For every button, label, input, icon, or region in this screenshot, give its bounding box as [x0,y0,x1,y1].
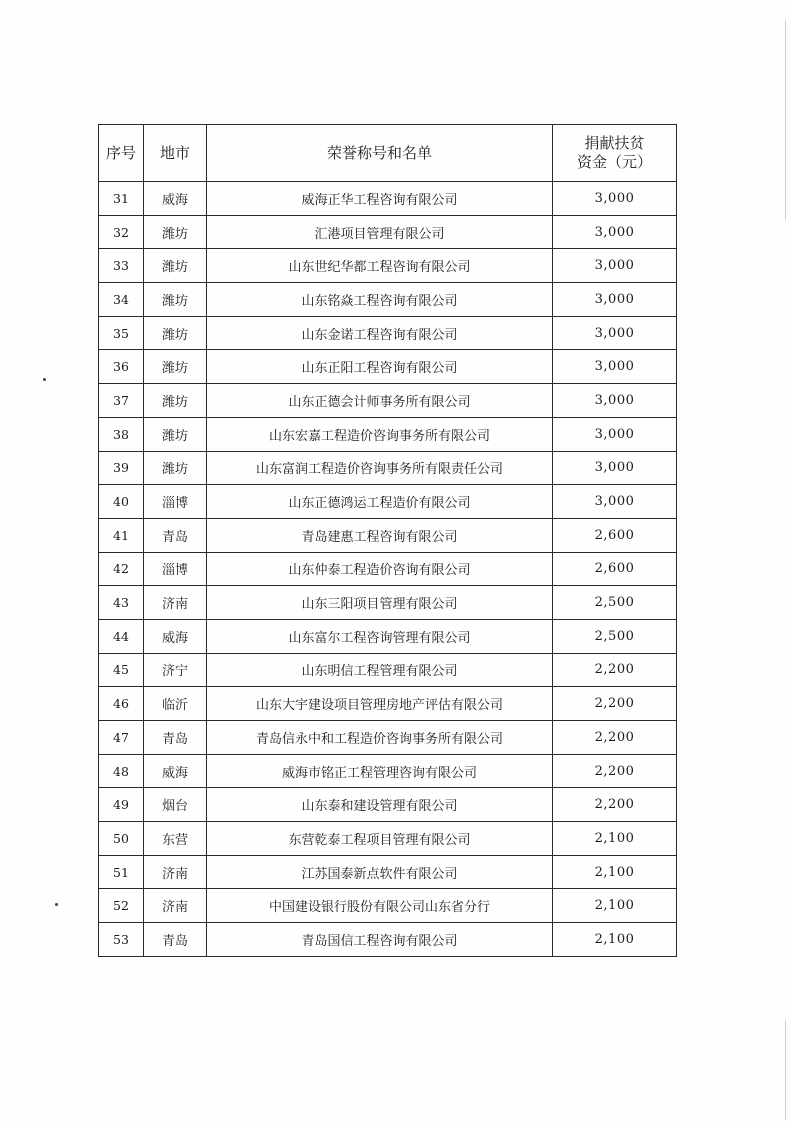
row-honoree-name: 江苏国泰新点软件有限公司 [207,855,553,889]
row-donation-amount: 2,500 [553,586,677,620]
row-donation-amount: 3,000 [553,451,677,485]
header-honoree-name: 荣誉称号和名单 [207,125,553,182]
table-row [99,249,677,283]
row-serial-number: 53 [99,923,144,957]
row-honoree-name: 山东正德会计师事务所有限公司 [207,384,553,418]
row-serial-number: 51 [99,855,144,889]
row-honoree-name: 山东大宇建设项目管理房地产评估有限公司 [207,687,553,721]
row-honoree-name: 山东宏嘉工程造价咨询事务所有限公司 [207,417,553,451]
row-honoree-name: 青岛建惠工程咨询有限公司 [207,518,553,552]
row-serial-number: 35 [99,316,144,350]
row-serial-number: 41 [99,518,144,552]
row-serial-number: 44 [99,619,144,653]
header-donation-amount-line2: 资金（元） [576,153,652,171]
row-serial-number: 32 [99,215,144,249]
row-honoree-name: 山东正阳工程咨询有限公司 [207,350,553,384]
row-serial-number: 37 [99,384,144,418]
table-row [99,923,677,957]
row-honoree-name: 山东正德鸿运工程造价有限公司 [207,485,553,519]
row-honoree-name: 山东明信工程管理有限公司 [207,653,553,687]
row-honoree-name: 威海正华工程咨询有限公司 [207,182,553,216]
table-row [99,215,677,249]
row-city: 济南 [144,889,207,923]
row-serial-number: 46 [99,687,144,721]
row-serial-number: 40 [99,485,144,519]
row-city: 烟台 [144,788,207,822]
table-row [99,552,677,586]
row-honoree-name: 山东三阳项目管理有限公司 [207,586,553,620]
row-donation-amount: 2,500 [553,619,677,653]
row-honoree-name: 汇港项目管理有限公司 [207,215,553,249]
table-row [99,417,677,451]
row-donation-amount: 3,000 [553,182,677,216]
row-serial-number: 47 [99,721,144,755]
row-serial-number: 48 [99,754,144,788]
row-serial-number: 31 [99,182,144,216]
row-serial-number: 42 [99,552,144,586]
row-serial-number: 36 [99,350,144,384]
row-donation-amount: 2,200 [553,653,677,687]
row-donation-amount: 2,200 [553,721,677,755]
row-city: 济南 [144,855,207,889]
row-donation-amount: 3,000 [553,215,677,249]
scan-edge-line [785,1020,786,1120]
row-city: 济宁 [144,653,207,687]
row-donation-amount: 3,000 [553,283,677,317]
row-donation-amount: 3,000 [553,417,677,451]
header-row [99,125,677,182]
row-serial-number: 43 [99,586,144,620]
donor-table-header [99,125,677,182]
row-donation-amount: 3,000 [553,316,677,350]
row-donation-amount: 2,100 [553,889,677,923]
row-city: 临沂 [144,687,207,721]
table-row [99,619,677,653]
row-donation-amount: 3,000 [553,485,677,519]
table-row [99,316,677,350]
row-city: 潍坊 [144,350,207,384]
table-row [99,687,677,721]
row-donation-amount: 2,600 [553,518,677,552]
row-serial-number: 38 [99,417,144,451]
donor-table-body [99,182,677,957]
table-row [99,451,677,485]
table-row [99,721,677,755]
row-honoree-name: 山东富润工程造价咨询事务所有限责任公司 [207,451,553,485]
row-city: 威海 [144,182,207,216]
row-honoree-name: 山东富尔工程咨询管理有限公司 [207,619,553,653]
row-city: 潍坊 [144,316,207,350]
row-city: 青岛 [144,518,207,552]
row-city: 潍坊 [144,283,207,317]
row-serial-number: 45 [99,653,144,687]
row-donation-amount: 3,000 [553,350,677,384]
row-city: 青岛 [144,721,207,755]
table-row [99,889,677,923]
row-city: 潍坊 [144,215,207,249]
row-serial-number: 34 [99,283,144,317]
row-honoree-name: 东营乾泰工程项目管理有限公司 [207,822,553,856]
table-row [99,384,677,418]
scan-speck [43,378,46,381]
table-row [99,350,677,384]
row-serial-number: 33 [99,249,144,283]
header-donation-amount [553,125,677,182]
row-serial-number: 49 [99,788,144,822]
table-row [99,653,677,687]
row-city: 青岛 [144,923,207,957]
table-row [99,586,677,620]
row-donation-amount: 2,200 [553,754,677,788]
table-row [99,518,677,552]
table-row [99,788,677,822]
row-serial-number: 52 [99,889,144,923]
row-city: 威海 [144,619,207,653]
row-city: 威海 [144,754,207,788]
row-city: 东营 [144,822,207,856]
row-honoree-name: 山东泰和建设管理有限公司 [207,788,553,822]
header-city: 地市 [144,125,207,182]
table-row [99,182,677,216]
row-honoree-name: 山东铭焱工程咨询有限公司 [207,283,553,317]
row-honoree-name: 中国建设银行股份有限公司山东省分行 [207,889,553,923]
row-donation-amount: 2,100 [553,822,677,856]
row-honoree-name: 青岛信永中和工程造价咨询事务所有限公司 [207,721,553,755]
row-city: 潍坊 [144,249,207,283]
row-city: 潍坊 [144,417,207,451]
donor-table [98,124,677,957]
header-serial-number: 序号 [99,125,144,182]
row-donation-amount: 3,000 [553,249,677,283]
row-city: 淄博 [144,552,207,586]
row-donation-amount: 3,000 [553,384,677,418]
table-row [99,485,677,519]
row-donation-amount: 2,100 [553,855,677,889]
scan-edge-line [785,20,786,220]
table-row [99,754,677,788]
table-row [99,855,677,889]
row-serial-number: 50 [99,822,144,856]
row-city: 淄博 [144,485,207,519]
row-donation-amount: 2,600 [553,552,677,586]
row-honoree-name: 山东金诺工程咨询有限公司 [207,316,553,350]
table-row [99,283,677,317]
row-donation-amount: 2,100 [553,923,677,957]
header-donation-amount-line1: 捐献扶贫 [584,134,645,152]
row-serial-number: 39 [99,451,144,485]
scan-speck [55,903,58,906]
row-donation-amount: 2,200 [553,788,677,822]
row-honoree-name: 山东世纪华都工程咨询有限公司 [207,249,553,283]
row-city: 济南 [144,586,207,620]
row-donation-amount: 2,200 [553,687,677,721]
row-city: 潍坊 [144,384,207,418]
table-row [99,822,677,856]
row-honoree-name: 威海市铭正工程管理咨询有限公司 [207,754,553,788]
row-honoree-name: 青岛国信工程咨询有限公司 [207,923,553,957]
row-honoree-name: 山东仲泰工程造价咨询有限公司 [207,552,553,586]
row-city: 潍坊 [144,451,207,485]
